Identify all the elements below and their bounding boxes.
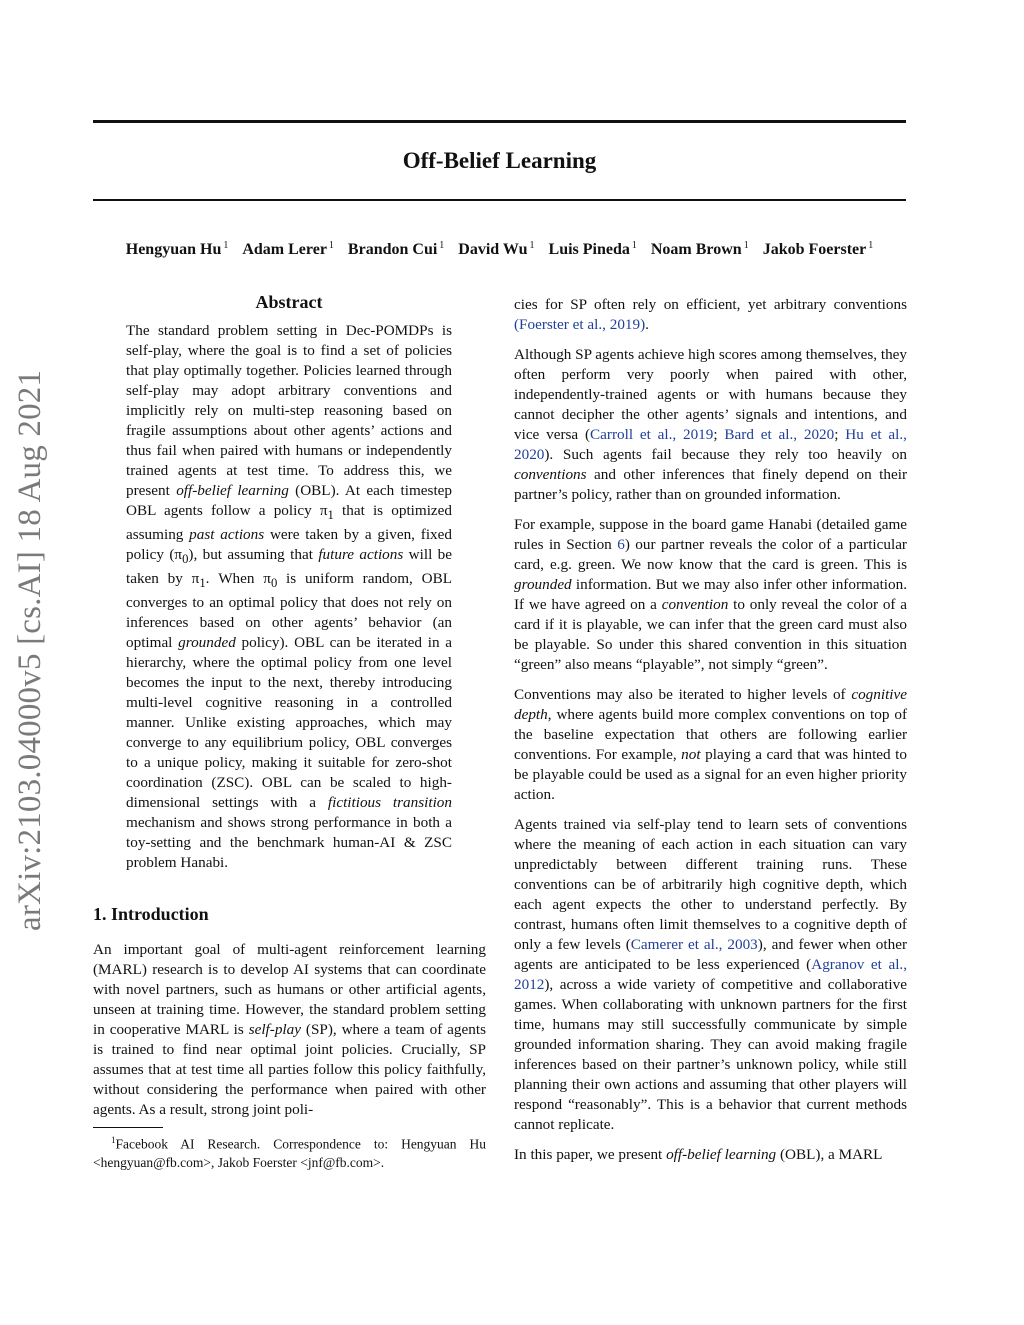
arxiv-identifier-stamp: arXiv:2103.04000v5 [cs.AI] 18 Aug 2021 [12, 369, 48, 931]
footnote-rule [93, 1127, 163, 1128]
affiliation-footnote: $^1$Facebook AI Research. Correspondence to: Hengyuan Hu <hengyuan@fb.com>, Jakob Foerster <jnf@fb.com>. [93, 1135, 486, 1170]
introduction-paragraph: An important goal of multi-agent reinforcement learning (MARL) research is to develop AI systems that can coordinate with novel partners, such as humans or other artificial agents, unseen at training time. However, the standard problem setting in cooperative MARL is self-play (SP), where a team of agents is trained to find near optimal joint policies. Crucially, SP assumes that at test time all parties follow this policy faithfully, without considering the performance when paired with other agents. As a result, strong joint poli- [93, 941, 486, 1118]
author: Hengyuan Hu $^1$ [125, 240, 229, 258]
author: Brandon Cui $^1$ [347, 240, 445, 258]
citation-link[interactable]: Carroll et al., 2019 [590, 426, 714, 443]
abstract-heading: Abstract [255, 292, 323, 312]
paragraph: Agents trained via self-play tend to learn sets of conventions where the meaning of each action in each situation can vary unpredictably between different training runs. These conventions can be of arbitrarily high cognitive depth, which each agent expects the other to understand perfectly. By contrast, humans often limit themselves to a cognitive depth of only a few levels (Camerer et al., 2003), and fewer when other agents are anticipated to be less experienced (Agranov et al., 2012), across a wide variety of competitive and collaborative games. When collaborating with unknown partners for the first time, humans may still successfully communicate by simple grounded information sharing. They can avoid making fragile inferences based on their partner’s unknown policy, while still planning their own actions and assuming that other players will respond “reasonably”. This is a behavior that current methods cannot replicate. [514, 816, 908, 1133]
citation-link[interactable]: Camerer et al., 2003 [630, 936, 758, 953]
author: Noam Brown $^1$ [650, 240, 749, 258]
author: Luis Pineda $^1$ [548, 240, 637, 258]
citation-link[interactable]: Bard et al., 2020 [724, 426, 835, 443]
paragraph: For example, suppose in the board game Hanabi (detailed game rules in Section 6) our partner reveals the color of a particular card, e.g. green. We now know that the card is green. This is grounded information. But we may also infer other information. If we have agreed on a convention to only reveal the color of a card if it is playable, we can infer that the green card must also be playable. So under this shared convention in this situation “green” also means “playable”, not simply “green”. [514, 516, 908, 673]
author: David Wu $^1$ [458, 240, 535, 258]
title-bottom-rule [93, 199, 906, 201]
title-top-rule [93, 120, 906, 123]
right-column [514, 295, 907, 1175]
citation-link[interactable]: (Foerster et al., 2019) [514, 316, 646, 333]
paragraph: Conventions may also be iterated to higher levels of cognitive depth, where agents build more complex conventions on top of the baseline expectation that others are following earlier conventions. For example, not playing a card that was hinted to be playable could be used as a signal for an even higher priority action. [514, 686, 907, 803]
paragraph: In this paper, we present off-belief learning (OBL), a MARL [514, 1146, 883, 1163]
introduction-heading: 1. Introduction [93, 904, 209, 924]
author-list [93, 234, 906, 262]
author: Jakob Foerster $^1$ [762, 240, 874, 258]
citation-link[interactable]: Agranov et al., 2012 [514, 956, 908, 993]
paragraph: Although SP agents achieve high scores among themselves, they often perform very poorly when paired with other, independently-trained agents or with humans because they cannot decipher the other agents’ signals and intentions, and vice versa (Carroll et al., 2019; Bard et al., 2020; Hu et al., 2020). Such agents fail because they rely too heavily on conventions and other inferences that finely depend on their partner’s policy, rather than on grounded information. [514, 346, 907, 503]
paragraph: cies for SP often rely on efficient, yet arbitrary conventions (Foerster et al., 2019). [514, 296, 907, 333]
introduction-section [93, 902, 486, 1130]
section-link[interactable]: 6 [617, 536, 625, 553]
abstract-text: The standard problem setting in Dec-POMDPs is self-play, where the goal is to find a set of policies that play optimally together. Policies learned through self-play may adopt arbitrary conventions and implicitly rely on multi-step reasoning based on fragile assumptions about other agents’ actions and thus fail when paired with humans or independently trained agents at test time. To address this, we present off-belief learning (OBL). At each timestep OBL agents follow a policy $\pi_1$ that is optimized assuming past actions were taken by a given, fixed policy $(\pi_0)$, but assuming that future actions will be taken by $\pi_1$. When $\pi_0$ is uniform random, OBL converges to an optimal policy that does not rely on inferences based on other agents’ behavior (an optimal grounded policy). OBL can be iterated in a hierarchy, where the optimal policy from one level becomes the input to the next, thereby introducing multi-level cognitive reasoning in a controlled manner. Unlike existing approaches, which may converge to any equilibrium policy, OBL converges to a unique policy, making it suitable for zero-shot coordination (ZSC). OBL can be scaled to high-dimensional settings with a fictitious transition mechanism and shows strong performance in both a toy-setting and the benchmark human-AI & ZSC problem Hanabi. [126, 322, 453, 872]
paper-title: Off-Belief Learning [402, 148, 597, 173]
abstract-section [126, 290, 452, 883]
citation-link[interactable]: Hu et al., 2020 [514, 426, 907, 463]
author: Adam Lerer $^1$ [242, 240, 334, 258]
